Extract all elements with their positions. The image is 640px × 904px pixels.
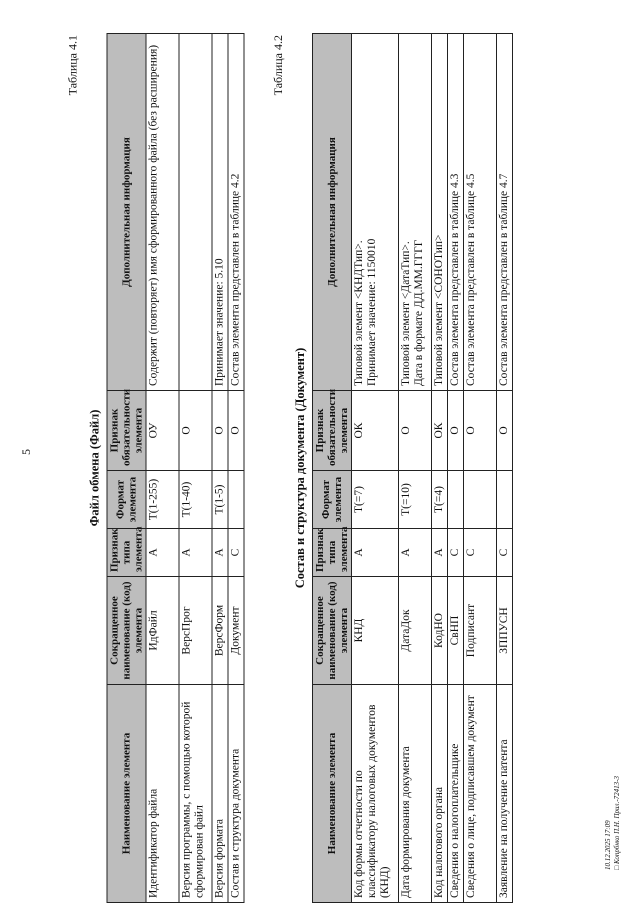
col-header-code: Сокращенное наименование (код) элемента [107,577,146,685]
cell-type: А [432,529,448,577]
cell-code: Подписант [464,577,497,685]
table-row [146,34,179,903]
table-row [228,34,244,903]
table-4-1-label: Таблица 4.1 [65,35,80,96]
cell-name: Идентификатор файла [146,685,179,903]
cell-format [497,471,513,529]
table-row [179,34,212,903]
cell-name: Код формы отчетности по классификатору налоговых документов (КНД) [352,685,399,903]
col-header-name: Наименование элемента [313,685,352,903]
cell-format [448,471,464,529]
cell-format [464,471,497,529]
cell-code: Документ [228,577,244,685]
cell-type: С [464,529,497,577]
table-row [212,34,228,903]
cell-name: Версия программы, с помощью которой сформирован файл [179,685,212,903]
cell-required: О [212,391,228,471]
col-header-name: Наименование элемента [107,685,146,903]
cell-required: О [448,391,464,471]
cell-code: ДатаДок [399,577,432,685]
cell-info: Состав элемента представлен в таблице 4.2 [228,34,244,391]
cell-name: Сведения о налогоплательщике [448,685,464,903]
cell-format: Т(=4) [432,471,448,529]
col-header-type: Признак типа элемента [313,529,352,577]
cell-type: С [448,529,464,577]
cell-code: ВерсФорм [212,577,228,685]
table-header-row [313,34,352,903]
cell-required: ОК [352,391,399,471]
cell-name: Сведения о лице, подписавшем документ [464,685,497,903]
table-4-2-label: Таблица 4.2 [271,35,285,96]
footer-timestamp: 10.12.2025 17:09 [604,820,612,870]
cell-info-line2: Принимает значение: 1150010 [366,238,378,386]
cell-format: Т(=10) [399,471,432,529]
cell-info: Состав элемента представлен в таблице 4.5 [464,34,497,391]
cell-type: А [399,529,432,577]
table-header-row [107,34,146,903]
cell-info [179,34,212,391]
cell-info-line1: Типовой элемент <ДатаТип>. [400,241,412,386]
cell-required: ОУ [146,391,179,471]
cell-type: С [497,529,513,577]
cell-required: ОК [432,391,448,471]
cell-code: КодНО [432,577,448,685]
cell-required: О [228,391,244,471]
cell-info-line2: Дата в формате ДД.ММ.ГГГГ [413,239,425,386]
cell-type: А [179,529,212,577]
cell-info: Типовой элемент <СОНОТип> [432,34,448,391]
cell-code: СвНП [448,577,464,685]
cell-required: О [399,391,432,471]
col-header-format: Формат элемента [313,471,352,529]
cell-type: А [212,529,228,577]
table-4-2-block [271,33,513,903]
table-row [432,34,448,903]
cell-type: А [352,529,399,577]
cell-code: ВерсПрог [179,577,212,685]
cell-type: С [228,529,244,577]
cell-info: Принимает значение: 5.10 [212,34,228,391]
table-4-1 [107,33,245,903]
col-header-code: Сокращенное наименование (код) элемента [313,577,352,685]
cell-info: Состав элемента представлен в таблице 4.7 [497,34,513,391]
cell-code: КНД [352,577,399,685]
table-row [352,34,399,903]
col-header-info: Дополнительная информация [107,34,146,391]
cell-name: Версия формата [212,685,228,903]
cell-name: Заявление на получение патента [497,685,513,903]
table-4-1-block [66,33,245,903]
cell-info [352,34,399,391]
cell-info [399,34,432,391]
cell-code: ИдФайл [146,577,179,685]
table-row [399,34,432,903]
cell-info: Состав элемента представлен в таблице 4.3 [448,34,464,391]
table-row [448,34,464,903]
cell-format: Т(1-5) [212,471,228,529]
cell-format [228,471,244,529]
cell-required: О [497,391,513,471]
table-row [464,34,497,903]
table-4-2-title: Состав и структура документа (Документ) [293,347,307,589]
col-header-info: Дополнительная информация [313,34,352,391]
table-row [497,34,513,903]
col-header-required: Признак обязательности элемента [107,391,146,471]
table-4-1-title: Файл обмена (Файл) [87,409,102,527]
page-number: 5 [19,449,33,455]
table-4-2 [312,33,513,903]
cell-format: Т(1-255) [146,471,179,529]
cell-required: О [179,391,212,471]
cell-name: Состав и структура документа [228,685,244,903]
col-header-format: Формат элемента [107,471,146,529]
cell-info: Содержит (повторяет) имя сформированного файла (без расширения) [146,34,179,391]
cell-type: А [146,529,179,577]
cell-format: Т(=7) [352,471,399,529]
cell-info-line1: Типовой элемент <КНДТип>. [353,240,365,386]
cell-code: ЗППУСН [497,577,513,685]
col-header-required: Признак обязательности элемента [313,391,352,471]
print-footer [604,670,622,870]
cell-format: Т(1-40) [179,471,212,529]
cell-required: О [464,391,497,471]
cell-name: Код налогового органа [432,685,448,903]
col-header-type: Признак типа элемента [107,529,146,577]
footer-copy-note: □ Копрбнко П.Н. Прил.-72413-3 [613,776,621,870]
cell-name: Дата формирования документа [399,685,432,903]
